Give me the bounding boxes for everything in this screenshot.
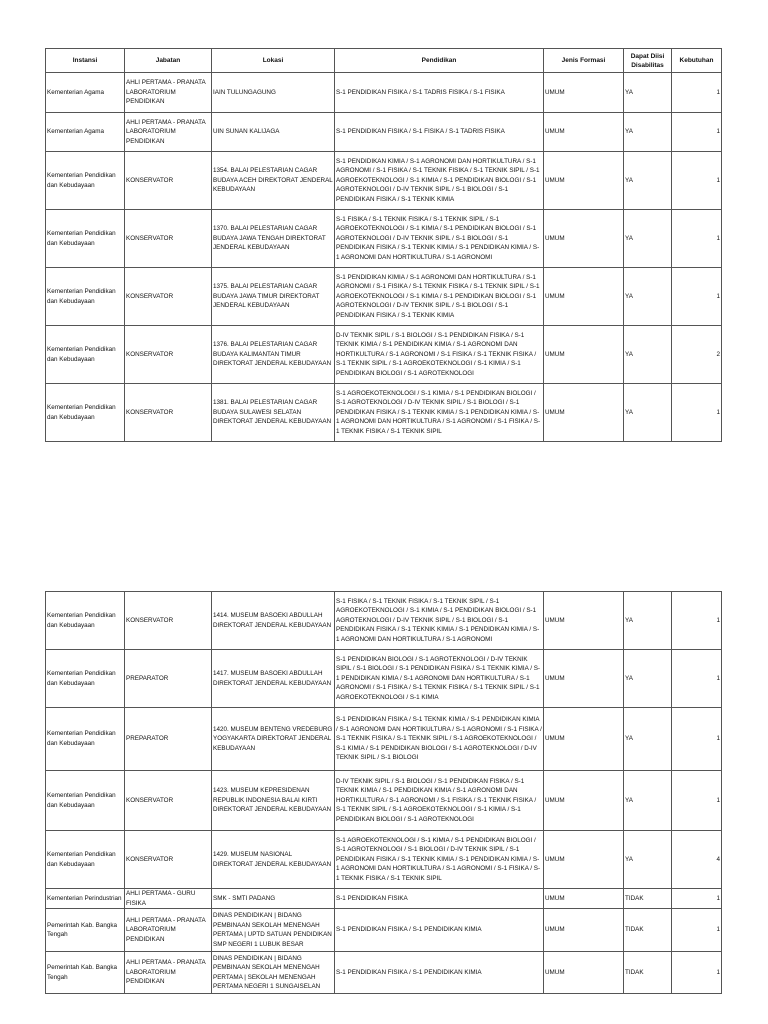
cell-pendidikan: D-IV TEKNIK SIPIL / S-1 BIOLOGI / S-1 PENDIDIKAN FISIKA / S-1 TEKNIK KIMIA / S-1 PENDIDIKAN KIMIA / S-1 AGRONOMI DAN HORTIKULTURA / S-1 AGRONOMI / S-1 FISIKA / S-1 TEKNIK FISIKA / S-1 TEKNIK SIPIL / S-1 AGROEKOTEKNOLOGI / S-1 KIMIA / S-1 PENDIDIKAN BIOLOGI / S-1 AGROTEKNOLOGI xyxy=(335,771,544,831)
cell-disabilitas: YA xyxy=(624,268,672,326)
cell-instansi: Kementerian Agama xyxy=(46,73,125,113)
cell-instansi: Kementerian Pendidikan dan Kebudayaan xyxy=(46,152,125,210)
cell-jabatan: PREPARATOR xyxy=(125,650,212,708)
cell-disabilitas: YA xyxy=(624,771,672,831)
cell-jenis: UMUM xyxy=(544,909,624,952)
header-instansi: Instansi xyxy=(46,49,125,73)
cell-kebutuhan: 1 xyxy=(672,771,722,831)
cell-pendidikan: S-1 AGROEKOTEKNOLOGI / S-1 KIMIA / S-1 PENDIDIKAN BIOLOGI / S-1 AGROTEKNOLOGI / D-IV TEKNIK SIPIL / S-1 BIOLOGI / S-1 PENDIDIKAN FISIKA / S-1 TEKNIK KIMIA / S-1 PENDIDIKAN KIMIA / S-1 AGRONOMI DAN HORTIKULTURA / S-1 AGRONOMI / S-1 FISIKA / S-1 TEKNIK FISIKA / S-1 TEKNIK SIPIL xyxy=(335,384,544,442)
table-row xyxy=(46,73,722,113)
cell-pendidikan: S-1 AGROEKOTEKNOLOGI / S-1 KIMIA / S-1 PENDIDIKAN BIOLOGI / S-1 AGROTEKNOLOGI / S-1 BIOLOGI / D-IV TEKNIK SIPIL / S-1 PENDIDIKAN FISIKA / S-1 TEKNIK KIMIA / S-1 PENDIDIKAN KIMIA / S-1 AGRONOMI DAN HORTIKULTURA / S-1 AGRONOMI / S-1 FISIKA / S-1 TEKNIK FISIKA / S-1 TEKNIK SIPIL xyxy=(335,831,544,889)
cell-lokasi: 1417. MUSEUM BASOEKI ABDULLAH DIREKTORAT JENDERAL KEBUDAYAAN xyxy=(212,650,335,708)
cell-disabilitas: YA xyxy=(624,152,672,210)
table-row xyxy=(46,771,722,831)
cell-pendidikan: D-IV TEKNIK SIPIL / S-1 BIOLOGI / S-1 PENDIDIKAN FISIKA / S-1 TEKNIK KIMIA / S-1 PENDIDIKAN KIMIA / S-1 AGRONOMI DAN HORTIKULTURA / S-1 AGRONOMI / S-1 FISIKA / S-1 TEKNIK FISIKA / S-1 TEKNIK SIPIL / S-1 AGROEKOTEKNOLOGI / S-1 KIMIA / S-1 PENDIDIKAN BIOLOGI / S-1 AGROTEKNOLOGI xyxy=(335,326,544,384)
cell-kebutuhan: 1 xyxy=(672,889,722,909)
cell-jenis: UMUM xyxy=(544,384,624,442)
cell-jenis: UMUM xyxy=(544,889,624,909)
header-jenis-formasi: Jenis Formasi xyxy=(544,49,624,73)
cell-kebutuhan: 1 xyxy=(672,650,722,708)
cell-instansi: Kementerian Pendidikan dan Kebudayaan xyxy=(46,210,125,268)
cell-lokasi: 1414. MUSEUM BASOEKI ABDULLAH DIREKTORAT JENDERAL KEBUDAYAAN xyxy=(212,592,335,650)
cell-kebutuhan: 1 xyxy=(672,909,722,952)
cell-lokasi: DINAS PENDIDIKAN | BIDANG PEMBINAAN SEKOLAH MENENGAH PERTAMA | SEKOLAH MENENGAH PERTAMA NEGERI 1 SUNGAISELAN xyxy=(212,952,335,994)
cell-kebutuhan: 1 xyxy=(672,73,722,113)
cell-jenis: UMUM xyxy=(544,152,624,210)
cell-pendidikan: S-1 PENDIDIKAN BIOLOGI / S-1 AGROTEKNOLOGI / D-IV TEKNIK SIPIL / S-1 BIOLOGI / S-1 PENDIDIKAN FISIKA / S-1 TEKNIK KIMIA / S-1 PENDIDIKAN KIMIA / S-1 AGRONOMI DAN HORTIKULTURA / S-1 AGRONOMI / S-1 FISIKA / S-1 TEKNIK FISIKA / S-1 TEKNIK SIPIL / S-1 AGROEKOTEKNOLOGI / S-1 KIMIA xyxy=(335,650,544,708)
table-row xyxy=(46,152,722,210)
cell-jabatan: KONSERVATOR xyxy=(125,384,212,442)
cell-disabilitas: YA xyxy=(624,831,672,889)
cell-jabatan: AHLI PERTAMA - PRANATA LABORATORIUM PENDIDIKAN xyxy=(125,952,212,994)
cell-kebutuhan: 1 xyxy=(672,952,722,994)
cell-pendidikan: S-1 PENDIDIKAN FISIKA / S-1 PENDIDIKAN KIMIA xyxy=(335,952,544,994)
cell-jenis: UMUM xyxy=(544,268,624,326)
cell-jabatan: KONSERVATOR xyxy=(125,268,212,326)
cell-jabatan: AHLI PERTAMA - GURU FISIKA xyxy=(125,889,212,909)
cell-lokasi: 1370. BALAI PELESTARIAN CAGAR BUDAYA JAWA TENGAH DIREKTORAT JENDERAL KEBUDAYAAN xyxy=(212,210,335,268)
cell-pendidikan: S-1 PENDIDIKAN FISIKA / S-1 FISIKA / S-1 TADRIS FISIKA xyxy=(335,113,544,152)
cell-instansi: Kementerian Pendidikan dan Kebudayaan xyxy=(46,771,125,831)
cell-jabatan: KONSERVATOR xyxy=(125,210,212,268)
cell-instansi: Kementerian Pendidikan dan Kebudayaan xyxy=(46,592,125,650)
formasi-table-page-1 xyxy=(45,48,722,442)
cell-jenis: UMUM xyxy=(544,952,624,994)
table-row xyxy=(46,326,722,384)
header-disabilitas: Dapat Diisi Disabilitas xyxy=(624,49,672,73)
cell-kebutuhan: 2 xyxy=(672,326,722,384)
cell-disabilitas: TIDAK xyxy=(624,909,672,952)
table-row xyxy=(46,210,722,268)
cell-jenis: UMUM xyxy=(544,73,624,113)
table-row xyxy=(46,708,722,771)
cell-disabilitas: YA xyxy=(624,210,672,268)
cell-jabatan: KONSERVATOR xyxy=(125,326,212,384)
table-header-row xyxy=(46,49,722,73)
cell-lokasi: 1429. MUSEUM NASIONAL DIREKTORAT JENDERAL KEBUDAYAAN xyxy=(212,831,335,889)
cell-lokasi: 1376. BALAI PELESTARIAN CAGAR BUDAYA KALIMANTAN TIMUR DIREKTORAT JENDERAL KEBUDAYAAN xyxy=(212,326,335,384)
cell-lokasi: 1423. MUSEUM KEPRESIDENAN REPUBLIK INDONESIA BALAI KIRTI DIREKTORAT JENDERAL KEBUDAYAAN xyxy=(212,771,335,831)
cell-kebutuhan: 1 xyxy=(672,708,722,771)
cell-pendidikan: S-1 PENDIDIKAN KIMIA / S-1 AGRONOMI DAN HORTIKULTURA / S-1 AGRONOMI / S-1 FISIKA / S-1 TEKNIK FISIKA / S-1 TEKNIK SIPIL / S-1 AGROEKOTEKNOLOGI / S-1 KIMIA / S-1 PENDIDIKAN BIOLOGI / S-1 AGROTEKNOLOGI / D-IV TEKNIK SIPIL / S-1 BIOLOGI / S-1 PENDIDIKAN FISIKA / S-1 TEKNIK KIMIA xyxy=(335,152,544,210)
cell-kebutuhan: 1 xyxy=(672,152,722,210)
table-row xyxy=(46,952,722,994)
cell-jenis: UMUM xyxy=(544,113,624,152)
cell-jenis: UMUM xyxy=(544,592,624,650)
cell-kebutuhan: 1 xyxy=(672,113,722,152)
cell-instansi: Kementerian Pendidikan dan Kebudayaan xyxy=(46,708,125,771)
cell-disabilitas: YA xyxy=(624,326,672,384)
cell-jenis: UMUM xyxy=(544,210,624,268)
cell-pendidikan: S-1 PENDIDIKAN FISIKA / S-1 PENDIDIKAN KIMIA xyxy=(335,909,544,952)
table-row xyxy=(46,889,722,909)
cell-kebutuhan: 1 xyxy=(672,268,722,326)
cell-disabilitas: YA xyxy=(624,708,672,771)
cell-jabatan: PREPARATOR xyxy=(125,708,212,771)
cell-disabilitas: YA xyxy=(624,113,672,152)
cell-lokasi: UIN SUNAN KALIJAGA xyxy=(212,113,335,152)
cell-instansi: Kementerian Pendidikan dan Kebudayaan xyxy=(46,268,125,326)
cell-lokasi: DINAS PENDIDIKAN | BIDANG PEMBINAAN SEKOLAH MENENGAH PERTAMA | UPTD SATUAN PENDIDIKAN SMP NEGERI 1 LUBUK BESAR xyxy=(212,909,335,952)
table-row xyxy=(46,384,722,442)
cell-pendidikan: S-1 FISIKA / S-1 TEKNIK FISIKA / S-1 TEKNIK SIPIL / S-1 AGROEKOTEKNOLOGI / S-1 KIMIA / S-1 PENDIDIKAN BIOLOGI / S-1 AGROTEKNOLOGI / D-IV TEKNIK SIPIL / S-1 BIOLOGI / S-1 PENDIDIKAN FISIKA / S-1 TEKNIK KIMIA / S-1 PENDIDIKAN KIMIA / S-1 AGRONOMI DAN HORTIKULTURA / S-1 AGRONOMI xyxy=(335,592,544,650)
cell-pendidikan: S-1 PENDIDIKAN FISIKA xyxy=(335,889,544,909)
cell-instansi: Kementerian Pendidikan dan Kebudayaan xyxy=(46,650,125,708)
cell-kebutuhan: 1 xyxy=(672,384,722,442)
cell-pendidikan: S-1 FISIKA / S-1 TEKNIK FISIKA / S-1 TEKNIK SIPIL / S-1 AGROEKOTEKNOLOGI / S-1 KIMIA / S-1 PENDIDIKAN BIOLOGI / S-1 AGROTEKNOLOGI / D-IV TEKNIK SIPIL / S-1 BIOLOGI / S-1 PENDIDIKAN FISIKA / S-1 TEKNIK KIMIA / S-1 PENDIDIKAN KIMIA / S-1 AGRONOMI DAN HORTIKULTURA / S-1 AGRONOMI xyxy=(335,210,544,268)
cell-jabatan: AHLI PERTAMA - PRANATA LABORATORIUM PENDIDIKAN xyxy=(125,73,212,113)
cell-kebutuhan: 1 xyxy=(672,210,722,268)
table-row xyxy=(46,592,722,650)
cell-disabilitas: YA xyxy=(624,73,672,113)
table-body-page-2 xyxy=(46,592,722,994)
cell-pendidikan: S-1 PENDIDIKAN FISIKA / S-1 TEKNIK KIMIA / S-1 PENDIDIKAN KIMIA / S-1 AGRONOMI DAN HORTIKULTURA / S-1 AGRONOMI / S-1 FISIKA / S-1 TEKNIK FISIKA / S-1 TEKNIK SIPIL / S-1 AGROEKOTEKNOLOGI / S-1 KIMIA / S-1 PENDIDIKAN BIOLOGI / S-1 AGROTEKNOLOGI / D-IV TEKNIK SIPIL / S-1 BIOLOGI xyxy=(335,708,544,771)
cell-disabilitas: TIDAK xyxy=(624,952,672,994)
cell-jenis: UMUM xyxy=(544,650,624,708)
cell-jabatan: KONSERVATOR xyxy=(125,152,212,210)
table-row xyxy=(46,831,722,889)
cell-pendidikan: S-1 PENDIDIKAN KIMIA / S-1 AGRONOMI DAN HORTIKULTURA / S-1 AGRONOMI / S-1 FISIKA / S-1 TEKNIK FISIKA / S-1 TEKNIK SIPIL / S-1 AGROEKOTEKNOLOGI / S-1 KIMIA / S-1 PENDIDIKAN BIOLOGI / S-1 AGROTEKNOLOGI / D-IV TEKNIK SIPIL / S-1 BIOLOGI / S-1 PENDIDIKAN FISIKA / S-1 TEKNIK KIMIA xyxy=(335,268,544,326)
table-row xyxy=(46,650,722,708)
table-body-page-1 xyxy=(46,73,722,442)
cell-jabatan: KONSERVATOR xyxy=(125,831,212,889)
cell-lokasi: 1420. MUSEUM BENTENG VREDEBURG YOGYAKARTA DIREKTORAT JENDERAL KEBUDAYAAN xyxy=(212,708,335,771)
header-pendidikan: Pendidikan xyxy=(335,49,544,73)
cell-jenis: UMUM xyxy=(544,831,624,889)
cell-instansi: Pemerintah Kab. Bangka Tengah xyxy=(46,952,125,994)
cell-instansi: Kementerian Pendidikan dan Kebudayaan xyxy=(46,384,125,442)
cell-jabatan: AHLI PERTAMA - PRANATA LABORATORIUM PENDIDIKAN xyxy=(125,113,212,152)
cell-disabilitas: TIDAK xyxy=(624,889,672,909)
cell-jabatan: AHLI PERTAMA - PRANATA LABORATORIUM PENDIDIKAN xyxy=(125,909,212,952)
cell-instansi: Pemerintah Kab. Bangka Tengah xyxy=(46,909,125,952)
cell-instansi: Kementerian Perindustrian xyxy=(46,889,125,909)
table-row xyxy=(46,113,722,152)
cell-disabilitas: YA xyxy=(624,650,672,708)
cell-lokasi: 1354. BALAI PELESTARIAN CAGAR BUDAYA ACEH DIREKTORAT JENDERAL KEBUDAYAAN xyxy=(212,152,335,210)
cell-instansi: Kementerian Agama xyxy=(46,113,125,152)
header-kebutuhan: Kebutuhan xyxy=(672,49,722,73)
cell-instansi: Kementerian Pendidikan dan Kebudayaan xyxy=(46,831,125,889)
cell-lokasi: 1381. BALAI PELESTARIAN CAGAR BUDAYA SULAWESI SELATAN DIREKTORAT JENDERAL KEBUDAYAAN xyxy=(212,384,335,442)
table-row xyxy=(46,268,722,326)
cell-disabilitas: YA xyxy=(624,384,672,442)
cell-lokasi: IAIN TULUNGAGUNG xyxy=(212,73,335,113)
table-row xyxy=(46,909,722,952)
cell-jenis: UMUM xyxy=(544,771,624,831)
cell-instansi: Kementerian Pendidikan dan Kebudayaan xyxy=(46,326,125,384)
cell-disabilitas: YA xyxy=(624,592,672,650)
header-jabatan: Jabatan xyxy=(125,49,212,73)
cell-jenis: UMUM xyxy=(544,326,624,384)
cell-kebutuhan: 1 xyxy=(672,592,722,650)
formasi-table-page-2 xyxy=(45,591,722,994)
header-lokasi: Lokasi xyxy=(212,49,335,73)
cell-lokasi: 1375. BALAI PELESTARIAN CAGAR BUDAYA JAWA TIMUR DIREKTORAT JENDERAL KEBUDAYAAN xyxy=(212,268,335,326)
cell-jenis: UMUM xyxy=(544,708,624,771)
cell-lokasi: SMK - SMTI PADANG xyxy=(212,889,335,909)
cell-pendidikan: S-1 PENDIDIKAN FISIKA / S-1 TADRIS FISIKA / S-1 FISIKA xyxy=(335,73,544,113)
cell-jabatan: KONSERVATOR xyxy=(125,592,212,650)
cell-kebutuhan: 4 xyxy=(672,831,722,889)
cell-jabatan: KONSERVATOR xyxy=(125,771,212,831)
